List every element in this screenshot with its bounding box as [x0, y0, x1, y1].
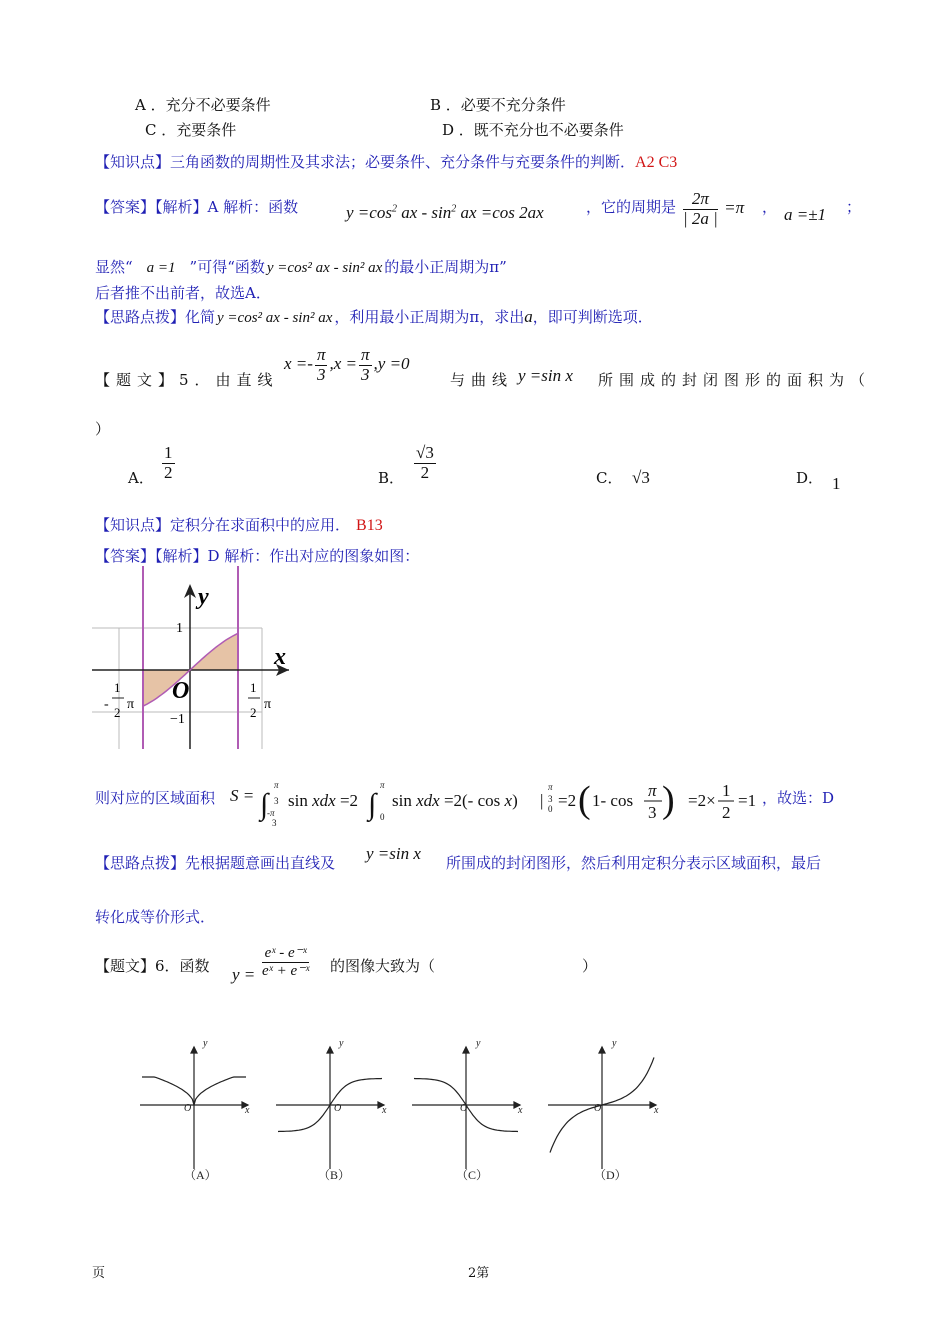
pi-over-3-den: 3 [648, 803, 657, 822]
q4-answer-equation: $y =\cos^2$ ax - $\sin^2$ ax =cos 2ax [346, 203, 544, 222]
q6-fraction [260, 945, 311, 979]
graph-a-o: O [184, 1103, 192, 1114]
graph-b-caption: （B） [318, 1168, 351, 1182]
graph-y-label: y [198, 584, 209, 610]
text: ，利用最小正周期为π，求出 [334, 308, 525, 326]
q5-integral-formula [252, 776, 772, 832]
eval-bar: | [540, 791, 544, 810]
graph-left-num: 1 [114, 680, 121, 695]
frac-num: √3 [416, 443, 434, 462]
q4-hint [95, 306, 653, 327]
q5-area-lead: 则对应的区域面积 [95, 789, 216, 807]
q5-knowledge [95, 514, 383, 535]
arrow-y-icon [463, 1047, 469, 1053]
q5-area-end: ，故选：D [762, 789, 835, 807]
q5-knowledge-code: B13 [356, 517, 383, 534]
integral-lower: -π [267, 808, 275, 818]
q5-knowledge-label: 【知识点】定积分在求面积中的应用． [95, 516, 351, 534]
graph-c-x: x [518, 1105, 523, 1116]
graph-d-o: O [594, 1103, 602, 1114]
footer-page: 2第 [468, 1266, 490, 1281]
integral-sign-1: ∫ [260, 788, 269, 821]
math: y =cos² ax - sin² ax [217, 310, 333, 326]
q5-hint-c: 转化成等价形式． [95, 908, 216, 926]
integral-sign-2: ∫ [368, 788, 377, 821]
q4-knowledge [95, 151, 677, 172]
q6-y: y = [232, 965, 256, 984]
graph-b-y: y [339, 1038, 344, 1049]
frac-den: 2 [164, 462, 173, 482]
integrand-2: sin xdx =2(- cos x) [392, 791, 518, 810]
frac-den: 3 [316, 364, 326, 384]
q6-choice-graphs [132, 1035, 672, 1185]
q5-opt-b [412, 444, 438, 482]
q4-comma: ， [762, 198, 778, 216]
q4-answer-lead: 【答案】【解析】A 解析：函数 [95, 198, 299, 216]
paren-close: ) [662, 779, 675, 821]
q5-close: ） [95, 420, 111, 438]
eq-2: =2 [558, 791, 577, 810]
graph-d-y: y [612, 1038, 617, 1049]
arrow-y-icon [327, 1047, 333, 1053]
frac-num: 1 [164, 443, 173, 462]
eval-upper: π [548, 782, 553, 792]
q5-label: 【题文】5．由直线 [95, 371, 279, 389]
integral-upper: π [274, 780, 279, 790]
integral-lower-den: 3 [272, 818, 277, 828]
frac-num: eˣ - e⁻ˣ [262, 945, 309, 963]
q5-area-expr [230, 786, 254, 806]
pi-over-3-num: π [648, 781, 657, 800]
half-num: 1 [722, 781, 731, 800]
frac-den: | 2a | [683, 208, 718, 228]
graph-x-label: x [274, 644, 286, 670]
eval-upper-den: 3 [548, 794, 553, 804]
arrow-y-icon [599, 1047, 605, 1053]
eval-lower: 0 [548, 804, 553, 814]
option-d: D ．既不充分也不必要条件 [442, 121, 624, 139]
math: x = [333, 354, 357, 374]
math: y =cos² ax - sin² ax [266, 260, 383, 276]
frac-num: π [361, 345, 370, 364]
half-den: 2 [722, 803, 731, 822]
graph-right-den: 2 [250, 705, 257, 720]
q6-label: 【题文】6．函数 [95, 957, 210, 975]
q5-lines [284, 346, 410, 384]
graph-left-den: 2 [114, 705, 121, 720]
frac-num: π [316, 345, 326, 364]
q5-opt-c-label: C． [596, 469, 623, 487]
eq-part: ax =cos 2ax [460, 203, 544, 222]
graph-left-sign: - [104, 697, 109, 712]
q4-knowledge-label: 【知识点】三角函数的周期性及其求法；必要条件、充分条件与充要条件的判断． [95, 153, 636, 171]
text: 显然“ [95, 258, 133, 276]
graph-right-pi: π [264, 697, 272, 712]
eq-pi: =π [724, 198, 745, 218]
text: ，即可判断选项． [532, 308, 653, 326]
one-minus-cos: 1- cos [592, 791, 634, 810]
frac-den: eˣ + e⁻ˣ [262, 962, 310, 979]
q5-hint-a: 【思路点拨】先根据题意画出直线及 [95, 854, 336, 872]
frac-num: 2π [683, 190, 718, 210]
text: 的最小正周期为π” [384, 258, 507, 276]
graph-c-caption: （C） [456, 1168, 489, 1182]
q5-opt-a [160, 444, 177, 482]
q4-knowledge-code: A2 C3 [635, 154, 678, 171]
frac-den: 2 [420, 462, 430, 482]
q4-answer-line2 [95, 256, 507, 277]
graph-a-y: y [203, 1038, 208, 1049]
graph-a-caption: （A） [184, 1168, 217, 1182]
q6-close: ） [582, 957, 598, 975]
eq-1: =1 [738, 791, 757, 810]
q4-semicolon: ； [846, 198, 862, 216]
eq-part: y =cos [346, 203, 392, 222]
graph-c-y: y [476, 1038, 481, 1049]
eq-part: ax - sin [401, 203, 452, 222]
text: ”可得“函数 [189, 258, 265, 276]
graph-b-o: O [334, 1103, 342, 1114]
graph-a-x: x [245, 1105, 250, 1116]
math: , [329, 354, 334, 374]
graph-tick-neg1: −1 [170, 712, 185, 727]
sine-area-graph [92, 564, 302, 754]
q5-opt-c: √3 [632, 468, 650, 487]
q5-mid: 与曲线 [450, 371, 514, 389]
graph-left-pi: π [127, 697, 135, 712]
q5-hint-func: y =sin x [366, 844, 421, 863]
option-b: B ．必要不充分条件 [430, 96, 566, 114]
math: , [373, 354, 378, 374]
text: 【思路点拨】化简 [95, 308, 216, 326]
q5-answer-lead: 【答案】【解析】D 解析：作出对应的图象如图： [95, 547, 420, 565]
q5-opt-b-label: B． [378, 469, 405, 487]
math: a =1 [146, 260, 176, 276]
integral2-lower: 0 [380, 812, 385, 822]
s-lhs: S = [230, 786, 255, 805]
arrow-y-icon [191, 1047, 197, 1053]
q6-tail: 的图像大致为（ [330, 957, 436, 975]
option-a: A ．充分不必要条件 [135, 96, 271, 114]
q4-a-value: a =±1 [784, 205, 827, 224]
q4-answer-line3: 后者推不出前者，故选A． [95, 284, 271, 302]
graph-origin: O [172, 678, 190, 704]
graph-c-o: O [460, 1103, 468, 1114]
q5-opt-a-label: A． [128, 469, 154, 487]
graph-tick-1: 1 [176, 621, 183, 636]
footer-left: 页 [92, 1266, 106, 1281]
q4-period-text: ，它的周期是 [586, 198, 677, 216]
integral-upper-den: 3 [274, 796, 279, 806]
graph-right-num: 1 [250, 680, 257, 695]
q5-curve: y =sin x [518, 366, 573, 385]
eq-2-times: =2× [688, 791, 716, 810]
q5-tail: 所围成的封闭图形的面积为（ [598, 371, 872, 389]
paren-open: ( [578, 779, 591, 821]
math: a [524, 307, 533, 326]
integral2-upper: π [380, 780, 385, 790]
option-c: C ．充要条件 [145, 121, 237, 139]
graph-b-x: x [382, 1105, 387, 1116]
frac-den: 3 [361, 364, 370, 384]
integrand-1: sin xdx =2 [288, 791, 359, 810]
graph-d-x: x [654, 1105, 659, 1116]
graph-d-caption: （D） [594, 1168, 627, 1182]
math: y =0 [377, 354, 410, 374]
q5-opt-d-label: D． [796, 469, 824, 487]
q5-hint-b: 所围成的封闭图形，然后利用定积分表示区域面积，最后 [446, 854, 822, 872]
q5-opt-d: 1 [832, 474, 841, 493]
math: x =- [284, 354, 313, 374]
q4-period-fraction [681, 190, 744, 228]
